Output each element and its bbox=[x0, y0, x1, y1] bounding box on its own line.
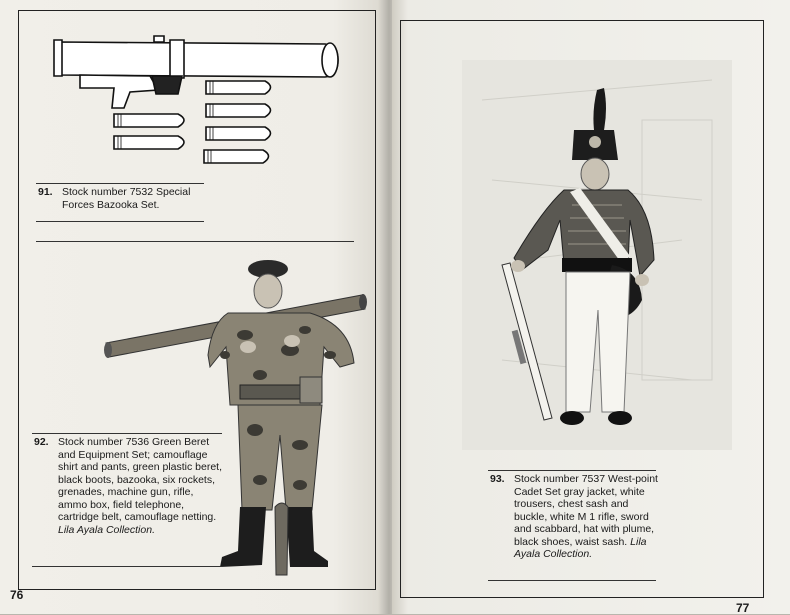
head bbox=[581, 158, 609, 190]
caption-rule-bottom bbox=[488, 580, 656, 581]
figure-91-text: Stock number 7532 Special Forces Bazooka Set. bbox=[62, 186, 191, 211]
figure-93-credit: Lila Ayala Collection. bbox=[514, 535, 647, 560]
rocket bbox=[114, 136, 184, 149]
figure-93-text bbox=[514, 473, 664, 561]
figure-93-caption bbox=[488, 473, 664, 577]
caption-rule-bottom bbox=[32, 566, 222, 567]
left-page bbox=[0, 0, 392, 614]
figure-92-text bbox=[58, 436, 224, 536]
figure-92-caption bbox=[32, 436, 224, 560]
figure-92-credit: Lila Ayala Collection. bbox=[58, 523, 155, 536]
rocket bbox=[204, 150, 269, 163]
section-divider bbox=[36, 241, 354, 242]
left-shoe bbox=[560, 411, 584, 425]
bazooka-breech bbox=[54, 40, 62, 76]
figure-91-caption bbox=[36, 186, 211, 216]
right-shoe bbox=[608, 411, 632, 425]
bazooka-clamp bbox=[170, 40, 184, 78]
cadet-figure-photo bbox=[462, 60, 732, 450]
caption-rule-top bbox=[488, 470, 656, 471]
ammo-box bbox=[300, 377, 322, 403]
bazooka-muzzle bbox=[322, 43, 338, 77]
page-number: 76 bbox=[10, 588, 24, 602]
right-page bbox=[392, 0, 790, 614]
figure-91-number: 91. bbox=[38, 186, 53, 198]
caption-rule-top bbox=[32, 433, 222, 434]
rocket bbox=[114, 114, 184, 127]
rocket-set bbox=[114, 81, 271, 163]
caption-rule-top bbox=[36, 183, 204, 184]
rocket bbox=[275, 503, 288, 575]
bazooka-sight bbox=[154, 36, 164, 42]
bazooka-trigger bbox=[152, 76, 182, 94]
hat-badge bbox=[589, 136, 601, 148]
left-boot bbox=[220, 507, 266, 567]
camo-pants bbox=[238, 405, 322, 510]
rocket bbox=[206, 104, 271, 117]
bazooka-tube bbox=[60, 42, 338, 77]
bazooka-line-drawing bbox=[50, 30, 345, 165]
bazooka-grip bbox=[80, 75, 158, 108]
right-boot bbox=[286, 507, 328, 567]
rocket bbox=[206, 81, 271, 94]
figure-92-description: Stock number 7536 Green Beret and Equipment Set; camouflage shirt and pants, green plastic beret, black boots, bazooka, six rockets, grenades, machine gun, rifle, ammo box, field telephone, cartridge belt, camouflage netting. bbox=[58, 436, 223, 523]
caption-rule-bottom bbox=[36, 221, 204, 222]
figure-93-description: Stock number 7537 West-point Cadet Set gray jacket, white trousers, chest sash and buckle, white M 1 rifle, sword and scabbard, hat with plume, black shoes, waist sash. bbox=[514, 473, 658, 548]
rocket bbox=[206, 127, 271, 140]
figure-92-number: 92. bbox=[34, 436, 49, 448]
head bbox=[254, 274, 282, 308]
page-number: 77 bbox=[736, 601, 750, 615]
figure-93-number: 93. bbox=[490, 473, 505, 485]
